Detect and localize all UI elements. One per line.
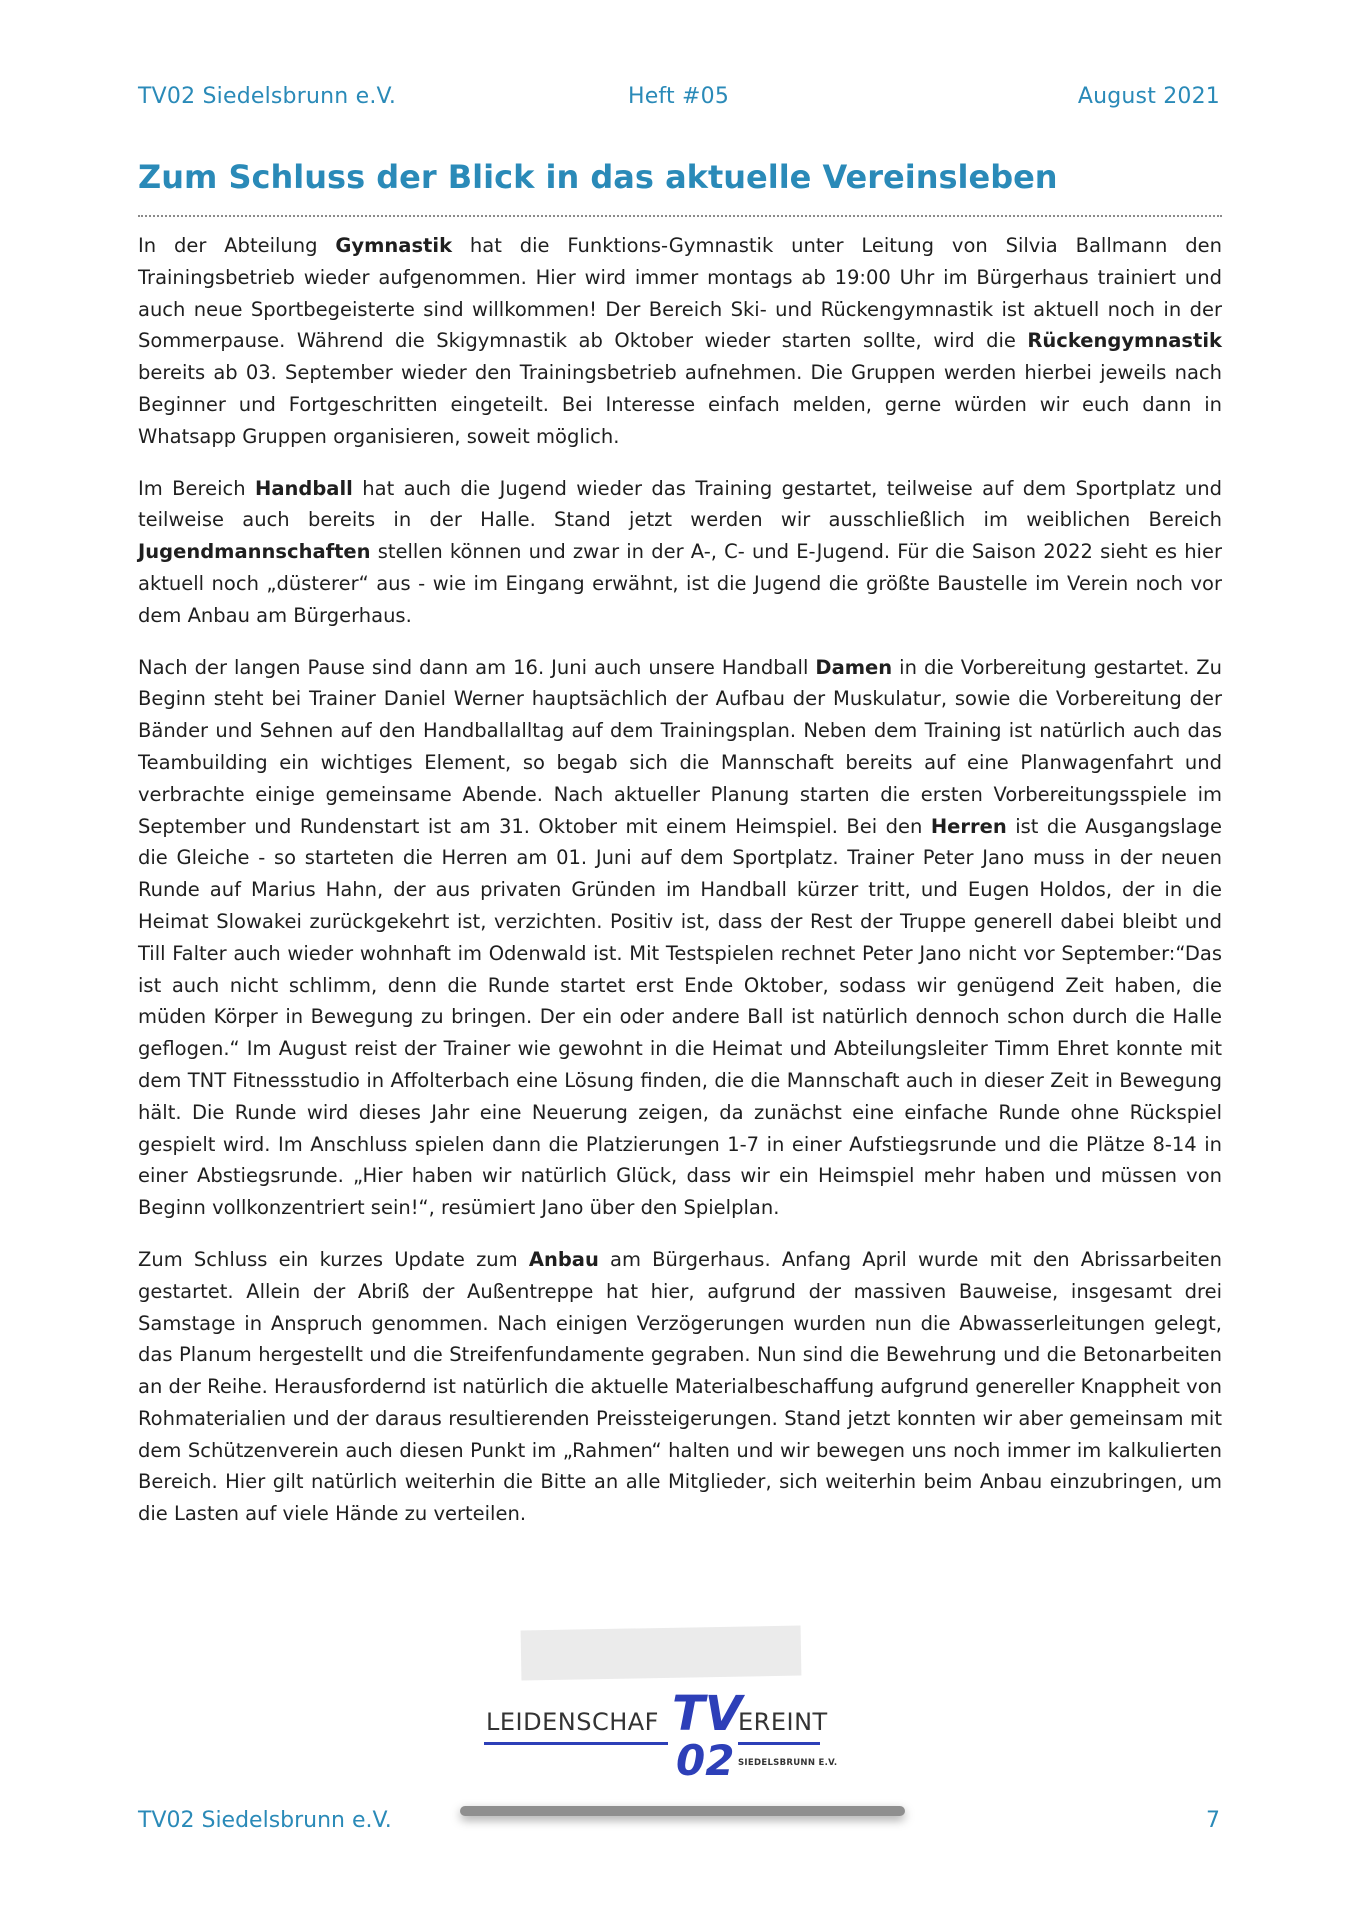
- logo-tv-mark: TV: [672, 1686, 742, 1742]
- logo-shadow-bar: [460, 1806, 905, 1816]
- paragraph-text: Nach der langen Pause sind dann am 16. Juni auch unsere Handball: [138, 655, 816, 679]
- paragraph-handball-jugend: [138, 473, 1222, 632]
- paragraph-gymnastik: [138, 230, 1222, 453]
- bold-keyword: Jugendmannschaften: [138, 540, 371, 564]
- dotted-divider: [138, 215, 1222, 217]
- paragraph-text: bereits ab 03. September wieder den Trainingsbetrieb aufnehmen. Die Gruppen werden hierbei jeweils nach Beginner und Fortgeschritten eingeteilt. Bei Interesse einfach melden, gerne würden wir euch dann in Whatsapp Gruppen organisieren, soweit möglich.: [138, 361, 1222, 448]
- paragraph-handball-damen-herren: [138, 652, 1222, 1224]
- header-date: August 2021: [1077, 84, 1220, 109]
- footer-club-name: TV02 Siedelsbrunn e.V.: [138, 1808, 392, 1833]
- bold-keyword: Gymnastik: [335, 234, 453, 257]
- logo-number: 02: [676, 1736, 735, 1785]
- paragraph-anbau: [138, 1244, 1222, 1530]
- logo-subtext: SIEDELSBRUNN E.V.: [738, 1758, 838, 1768]
- page-title: Zum Schluss der Blick in das aktuelle Vereinsleben: [138, 158, 1058, 196]
- bold-keyword: Handball: [255, 476, 353, 500]
- bold-keyword: Damen: [815, 655, 893, 679]
- header-issue: Heft #05: [627, 84, 730, 109]
- logo-text-right: EREINT: [738, 1708, 828, 1736]
- bold-keyword: Rückengymnastik: [1027, 329, 1222, 353]
- paragraph-text: In der Abteilung: [138, 234, 336, 257]
- article-body: [138, 230, 1222, 1550]
- paragraph-text: Zum Schluss ein kurzes Update zum: [138, 1247, 529, 1271]
- paragraph-text: hat die Funktions-Gymnastik unter Leitung von Silvia Ballmann den Trainingsbetrieb wieder aufgenommen. Hier wird immer montags ab 19:00 Uhr im Bürgerhaus trainiert und auch neue Sportbegeisterte sind willkommen! Der Bereich Ski- und Rückengymnastik ist aktuell noch in der Sommerpause. Während die Skigymnastik ab Oktober wieder starten sollte, wird die: [138, 234, 1222, 353]
- bold-keyword: Herren: [930, 814, 1007, 838]
- logo-underline-right: [738, 1742, 820, 1745]
- club-logo: [484, 1686, 874, 1786]
- paragraph-text: stellen können und zwar in der A-, C- und E-Jugend. Für die Saison 2022 sieht es hier aktuell noch „düsterer“ aus - wie im Eingang erwähnt, ist die Jugend die größte Baustelle im Verein noch vor dem Anbau am Bürgerhaus.: [138, 540, 1222, 627]
- logo-tape-strip: [521, 1626, 802, 1681]
- paragraph-text: in die Vorbereitung gestartet. Zu Beginn steht bei Trainer Daniel Werner hauptsächlich der Aufbau der Muskulatur, sowie die Vorbereitung der Bänder und Sehnen auf den Handballalltag auf dem Trainingsplan. Neben dem Training ist natürlich auch das Teambuilding ein wichtiges Element, so begab sich die Mannschaft bereits auf eine Planwagenfahrt und verbrachte einige gemeinsame Abende. Nach aktueller Planung starten die ersten Vorbereitungsspiele im September und Rundenstart ist am 31. Oktober mit einem Heimspiel. Bei den: [138, 655, 1222, 838]
- bold-keyword: Anbau: [528, 1247, 599, 1271]
- logo-underline-left: [484, 1742, 668, 1745]
- paragraph-text: ist die Ausgangslage die Gleiche - so starteten die Herren am 01. Juni auf dem Sportplatz. Trainer Peter Jano muss in der neuen Runde auf Marius Hahn, der aus privaten Gründen im Handball kürzer tritt, und Eugen Holdos, der in die Heimat Slowakei zurückgekehrt ist, verzichten. Positiv ist, dass der Rest der Truppe generell dabei bleibt und Till Falter auch wieder wohnhaft im Odenwald ist. Mit Testspielen rechnet Peter Jano nicht vor September:“Das ist auch nicht schlimm, denn die Runde startet erst Ende Oktober, sodass wir genügend Zeit haben, die müden Körper in Bewegung zu bringen. Der ein oder andere Ball ist natürlich dennoch schon durch die Halle geflogen.“ Im August reist der Trainer wie gewohnt in die Heimat und Abteilungsleiter Timm Ehret konnte mit dem TNT Fitnessstudio in Affolterbach eine Lösung finden, die die Mannschaft auch in dieser Zeit in Bewegung hält. Die Runde wird dieses Jahr eine Neuerung zeigen, da zunächst eine einfache Runde ohne Rückspiel gespielt wird. Im Anschluss spielen dann die Platzierungen 1-7 in einer Aufstiegsrunde und die Plätze 8-14 in einer Abstiegsrunde. „Hier haben wir natürlich Glück, dass wir ein Heimspiel mehr haben und müssen von Beginn vollkonzentriert sein!“, resümiert Jano über den Spielplan.: [138, 814, 1223, 1220]
- page-number: 7: [1206, 1808, 1220, 1833]
- header-club-name: TV02 Siedelsbrunn e.V.: [138, 84, 397, 109]
- paragraph-text: Im Bereich: [138, 476, 256, 500]
- logo-text-left: LEIDENSCHAF: [486, 1708, 659, 1736]
- paragraph-text: hat auch die Jugend wieder das Training gestartet, teilweise auf dem Sportplatz und teilweise auch bereits in der Halle. Stand jetzt werden wir ausschließlich im weiblichen Bereich: [138, 476, 1222, 532]
- paragraph-text: am Bürgerhaus. Anfang April wurde mit den Abrissarbeiten gestartet. Allein der Abriß der Außentreppe hat hier, aufgrund der massiven Bauweise, insgesamt drei Samstage in Anspruch genommen. Nach einigen Verzögerungen wurden nun die Abwasserleitungen gelegt, das Planum hergestellt und die Streifenfundamente gegraben. Nun sind die Bewehrung und die Betonarbeiten an der Reihe. Herausfordernd ist natürlich die aktuelle Materialbeschaffung aufgrund genereller Knappheit von Rohmaterialien und der daraus resultierenden Preissteigerungen. Stand jetzt konnten wir aber gemeinsam mit dem Schützenverein auch diesen Punkt im „Rahmen“ halten und wir bewegen uns noch immer im kalkulierten Bereich. Hier gilt natürlich weiterhin die Bitte an alle Mitglieder, sich weiterhin beim Anbau einzubringen, um die Lasten auf viele Hände zu verteilen.: [138, 1247, 1222, 1526]
